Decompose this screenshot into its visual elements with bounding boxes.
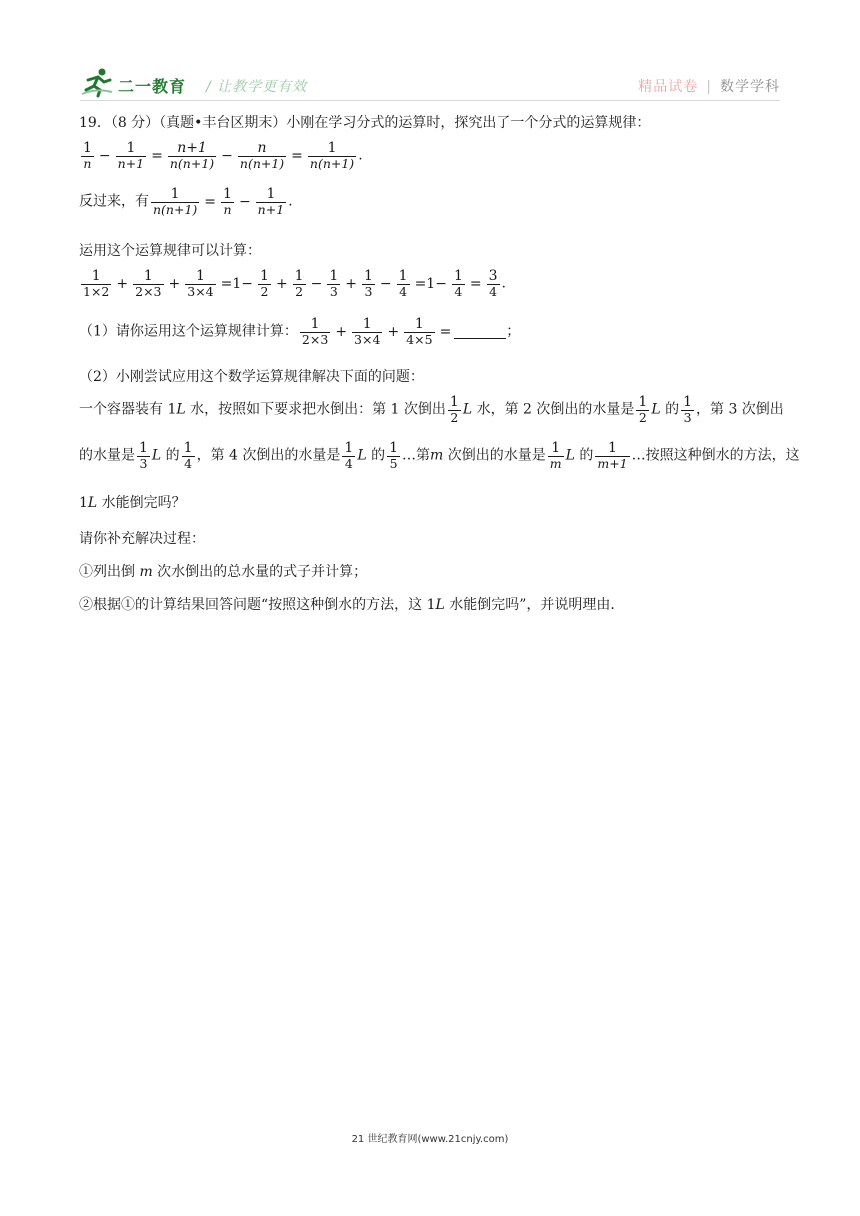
fraction: $\frac{1}{1\times 2}$ (83, 268, 110, 300)
fraction: $\frac{3}{4}$ (488, 268, 498, 300)
fraction: $\frac{1}{2}$ (294, 268, 304, 300)
question-2: （2）小刚尝试应用这个数学运算规律解决下面的问题： (79, 369, 424, 385)
fraction: $\frac{1}{3}$ (363, 268, 373, 300)
fraction: $\frac{1}{3}$ (683, 394, 692, 426)
reverse-equation: 反过来，有 $\frac{1}{n(n+1)}$ = $\frac{1}{n}$ − $\frac{1}{n+1}$ . (79, 186, 293, 218)
fraction: $\frac{1}{4}$ (453, 268, 463, 300)
fraction: $\frac{1}{m+1}$ (597, 440, 628, 472)
problem-line-2: 的水量是 $\frac{1}{3}$ L 的 $\frac{1}{4}$ ，第 4 次倒出的水量是 $\frac{1}{4}$ L 的 $\frac{1}{5}$ …第m 次倒出的水量是 $\frac{1}{m}$ L 的 $\frac{1}{m+1}$ …按照这种倒水的方法，这 (79, 440, 800, 472)
example-calculation: $\frac{1}{1\times 2}$ + $\frac{1}{2\times 3}$ + $\frac{1}{3\times 4}$ =1− $\frac{1}{2}$ + $\frac{1}{2}$ − $\frac{1}{3}$ + $\frac{1}{3}$ − $\frac{1}{4}$ =1− $\frac{1}{4}$ = $\frac{3}{4}$ . (83, 268, 506, 300)
question-1: （1）请你运用这个运算规律计算： $\frac{1}{2\times 3}$ + $\frac{1}{3\times 4}$ + $\frac{1}{4\times 5}$ = ； (79, 316, 521, 348)
step-1: ①列出倒 m 次水倒出的总水量的式子并计算； (79, 564, 368, 580)
fraction: $\frac{1}{n(n+1)}$ (309, 140, 355, 172)
brand-name: 二一教育 (118, 77, 187, 96)
fraction: $\frac{n}{n(n+1)}$ (239, 140, 285, 172)
fraction: $\frac{1}{m}$ (549, 440, 562, 472)
fraction: $\frac{1}{3}$ (329, 268, 339, 300)
apply-text: 运用这个运算规律可以计算： (79, 243, 261, 259)
step-2: ②根据①的计算结果回答问题“按照这种倒水的方法，这 1L 水能倒完吗”，并说明理由． (79, 597, 625, 613)
page-footer: 21 世纪教育网(www.21cnjy.com) (351, 1134, 509, 1145)
tag-separator: | (706, 79, 712, 95)
tag-premium-paper: 精品试卷 (638, 79, 699, 95)
supplement-text: 请你补充解决过程： (79, 531, 205, 547)
tag-subject: 数学学科 (720, 79, 780, 95)
fraction: $\frac{1}{2}$ (449, 394, 459, 426)
fraction: $\frac{1}{2\times 3}$ (301, 316, 329, 348)
running-figure-logo-icon (80, 66, 114, 98)
header-tags (638, 76, 780, 96)
fraction: $\frac{1}{4}$ (183, 440, 193, 472)
fraction: $\frac{1}{2}$ (260, 268, 269, 300)
fraction: $\frac{1}{n}$ (83, 140, 92, 172)
header-divider (80, 100, 780, 101)
problem-intro: 19．（8 分）（真题•丰台区期末）小刚在学习分式的运算时，探究出了一个分式的运算规律： (79, 115, 651, 131)
fraction: $\frac{1}{2}$ (638, 394, 648, 426)
problem-line-3: 1L 水能倒完吗？ (79, 495, 186, 511)
page-header (0, 0, 860, 100)
fraction: $\frac{1}{2\times 3}$ (135, 268, 162, 300)
fraction: $\frac{1}{n+1}$ (117, 140, 145, 172)
problem-line-1: 一个容器装有 1L 水，按照如下要求把水倒出：第 1 次倒出 $\frac{1}{2}$ L 水，第 2 次倒出的水量是 $\frac{1}{2}$ L 的 $\frac{1}{3}$ ，第 3 次倒出 (79, 394, 784, 426)
fraction: $\frac{1}{4\times 5}$ (406, 316, 433, 348)
fraction: $\frac{1}{n}$ (223, 186, 232, 218)
fraction: $\frac{1}{4}$ (344, 440, 354, 472)
fraction: $\frac{1}{3\times 4}$ (187, 268, 214, 300)
fraction: $\frac{n+1}{n(n+1)}$ (169, 140, 215, 172)
answer-blank[interactable] (454, 324, 506, 339)
fraction: $\frac{1}{3}$ (139, 440, 148, 472)
brand-slogan: / 让教学更有效 (206, 79, 308, 95)
fraction: $\frac{1}{n+1}$ (257, 186, 285, 218)
fraction: $\frac{1}{n(n+1)}$ (153, 186, 198, 218)
fraction: $\frac{1}{3\times 4}$ (354, 316, 381, 348)
fraction: $\frac{1}{4}$ (398, 268, 408, 300)
rule-equation: $\frac{1}{n}$ − $\frac{1}{n+1}$ = $\frac{n+1}{n(n+1)}$ − $\frac{n}{n(n+1)}$ = $\frac{1}{n(n+1)}$ . (83, 140, 363, 172)
fraction: $\frac{1}{5}$ (389, 440, 398, 472)
